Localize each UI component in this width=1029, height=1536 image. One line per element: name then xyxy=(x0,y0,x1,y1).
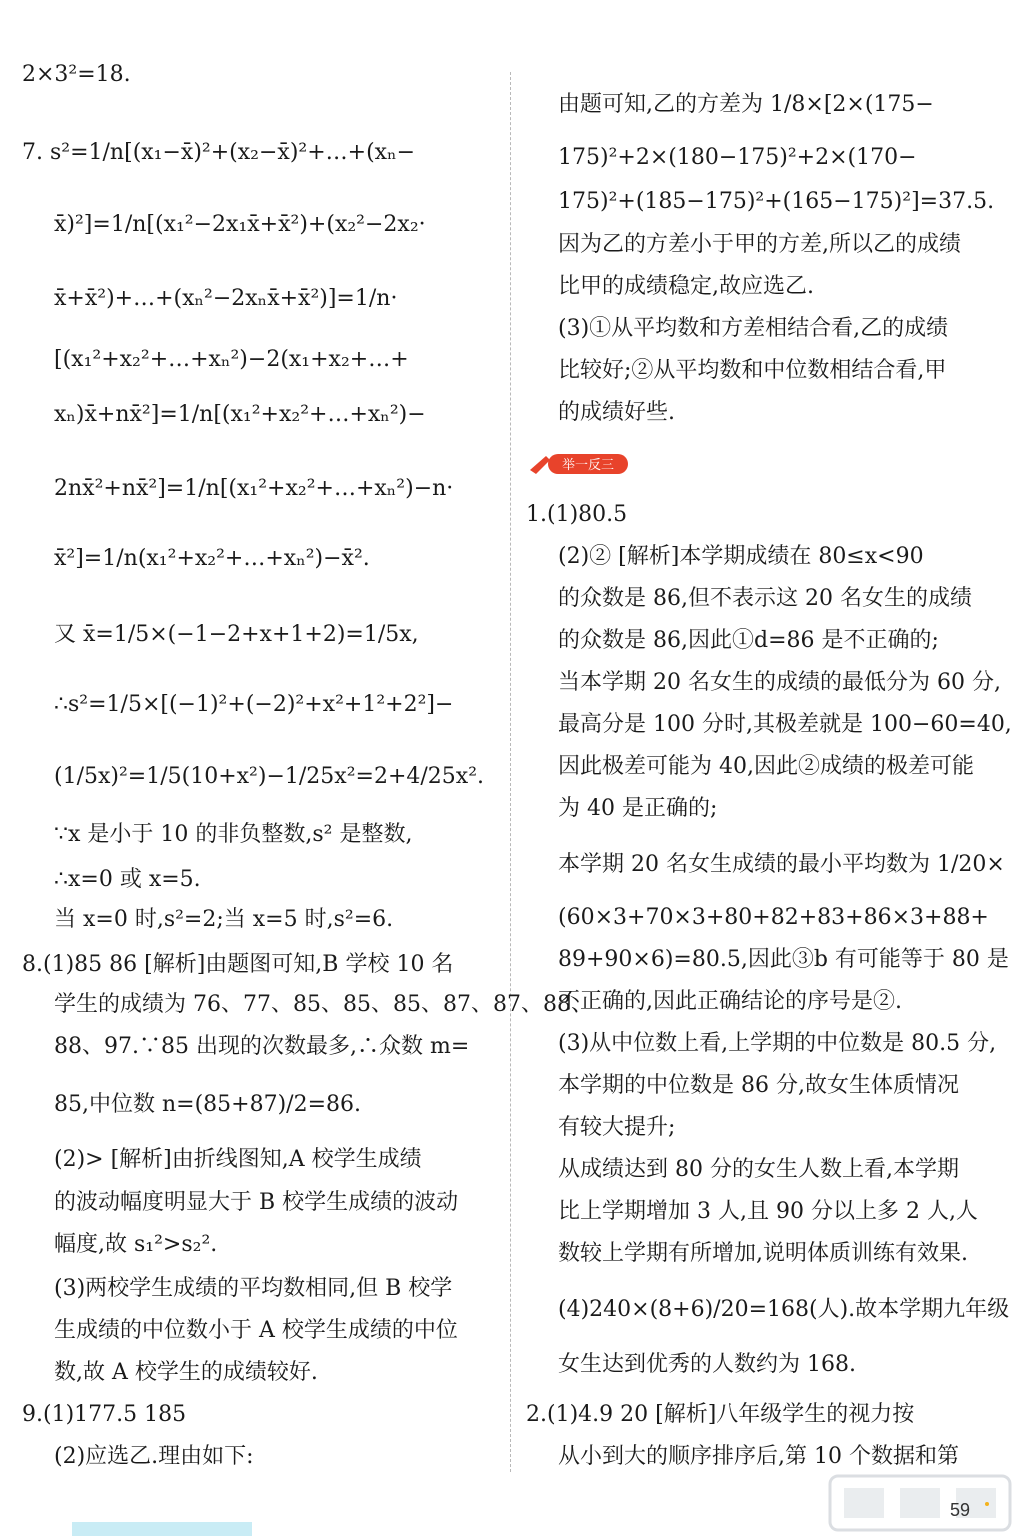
text-line: 有较大提升; xyxy=(558,1115,676,1140)
text-line: 因为乙的方差小于甲的方差,所以乙的成绩 xyxy=(558,232,961,257)
text-line: 本学期的中位数是 86 分,故女生体质情况 xyxy=(558,1073,959,1098)
text-line: 因此极差可能为 40,因此②成绩的极差可能 xyxy=(558,754,974,779)
text-line: x̄²]=1/n(x₁²+x₂²+…+xₙ²)−x̄². xyxy=(54,546,370,571)
text-line: 比上学期增加 3 人,且 90 分以上多 2 人,人 xyxy=(558,1199,978,1224)
text-line: 1.(1)80.5 xyxy=(526,502,628,527)
text-line: 2×3²=18. xyxy=(22,62,131,87)
text-line: [(x₁²+x₂²+…+xₙ²)−2(x₁+x₂+…+ xyxy=(54,347,409,372)
text-line: x̄+x̄²)+…+(xₙ²−2xₙx̄+x̄²)]=1/n· xyxy=(54,286,398,311)
text-line: 的众数是 86,但不表示这 20 名女生的成绩 xyxy=(558,586,972,611)
text-line: 数较上学期有所增加,说明体质训练有效果. xyxy=(558,1241,968,1266)
text-line: 本学期 20 名女生成绩的最小平均数为 1/20× xyxy=(558,852,1005,877)
text-line: 幅度,故 s₁²>s₂². xyxy=(54,1232,218,1257)
text-line: 从小到大的顺序排序后,第 10 个数据和第 xyxy=(558,1444,959,1469)
text-line: (3)①从平均数和方差相结合看,乙的成绩 xyxy=(558,316,949,341)
text-line: 8.(1)85 86 [解析]由题图可知,B 学校 10 名 xyxy=(22,952,454,977)
footer-accent-bar xyxy=(72,1522,252,1536)
text-line: 学生的成绩为 76、77、85、85、85、87、87、88、 xyxy=(54,992,593,1017)
text-line: 生成绩的中位数小于 A 校学生成绩的中位 xyxy=(54,1318,458,1343)
text-line: 2nx̄²+nx̄²]=1/n[(x₁²+x₂²+…+xₙ²)−n· xyxy=(54,476,454,501)
text-line: (60×3+70×3+80+82+83+86×3+88+ xyxy=(558,905,989,930)
text-line: (2)应选乙.理由如下: xyxy=(54,1444,254,1469)
text-line: 比较好;②从平均数和中位数相结合看,甲 xyxy=(558,358,947,383)
text-line: 数,故 A 校学生的成绩较好. xyxy=(54,1360,318,1385)
text-line: (4)240×(8+6)/20=168(人).故本学期九年级 xyxy=(558,1297,1010,1322)
text-line: ∴s²=1/5×[(−1)²+(−2)²+x²+1²+2²]− xyxy=(54,692,454,717)
text-line: 的成绩好些. xyxy=(558,400,675,425)
text-line: 175)²+2×(180−175)²+2×(170− xyxy=(558,145,917,170)
text-line: 7. s²=1/n[(x₁−x̄)²+(x₂−x̄)²+…+(xₙ− xyxy=(22,140,416,165)
text-line: 比甲的成绩稳定,故应选乙. xyxy=(558,274,814,299)
text-line: 175)²+(185−175)²+(165−175)²]=37.5. xyxy=(558,189,995,214)
text-line: 的波动幅度明显大于 B 校学生成绩的波动 xyxy=(54,1190,459,1215)
text-line: 从成绩达到 80 分的女生人数上看,本学期 xyxy=(558,1157,959,1182)
text-line: 88、97.∵85 出现的次数最多,∴众数 m= xyxy=(54,1034,470,1059)
badge-label: 举一反三 xyxy=(561,458,615,473)
section-badge xyxy=(526,448,636,478)
text-line: 2.(1)4.9 20 [解析]八年级学生的视力按 xyxy=(526,1402,915,1427)
text-line: 女生达到优秀的人数约为 168. xyxy=(558,1352,856,1377)
text-line: 不正确的,因此正确结论的序号是②. xyxy=(558,989,902,1014)
text-line: 当 x=0 时,s²=2;当 x=5 时,s²=6. xyxy=(54,907,394,932)
text-line: 当本学期 20 名女生的成绩的最低分为 60 分, xyxy=(558,670,1001,695)
text-line: ∴x=0 或 x=5. xyxy=(54,867,201,892)
text-line: 的众数是 86,因此①d=86 是不正确的; xyxy=(558,628,939,653)
text-line: 最高分是 100 分时,其极差就是 100−60=40, xyxy=(558,712,1012,737)
text-line: 为 40 是正确的; xyxy=(558,796,718,821)
watermark-logo xyxy=(820,1470,1020,1536)
text-line: ∵x 是小于 10 的非负整数,s² 是整数, xyxy=(54,822,413,847)
text-line: x̄)²]=1/n[(x₁²−2x₁x̄+x̄²)+(x₂²−2x₂· xyxy=(54,212,426,237)
text-line: xₙ)x̄+nx̄²]=1/n[(x₁²+x₂²+…+xₙ²)− xyxy=(54,402,426,427)
text-line: (2)> [解析]由折线图知,A 校学生成绩 xyxy=(54,1147,422,1172)
text-line: 85,中位数 n=(85+87)/2=86. xyxy=(54,1092,362,1117)
text-line: 9.(1)177.5 185 xyxy=(22,1402,187,1427)
text-line: 又 x̄=1/5×(−1−2+x+1+2)=1/5x, xyxy=(54,622,419,647)
text-line: (3)从中位数上看,上学期的中位数是 80.5 分, xyxy=(558,1031,997,1056)
text-line: 由题可知,乙的方差为 1/8×[2×(175− xyxy=(558,92,934,117)
column-divider xyxy=(510,72,511,1472)
text-line: 89+90×6)=80.5,因此③b 有可能等于 80 是 xyxy=(558,947,1009,972)
page-number-dot xyxy=(985,1502,989,1506)
text-line: (1/5x)²=1/5(10+x²)−1/25x²=2+4/25x². xyxy=(54,764,485,789)
text-line: (2)② [解析]本学期成绩在 80≤x<90 xyxy=(558,544,924,569)
text-line: (3)两校学生成绩的平均数相同,但 B 校学 xyxy=(54,1276,453,1301)
page-number: 59 xyxy=(950,1500,971,1520)
